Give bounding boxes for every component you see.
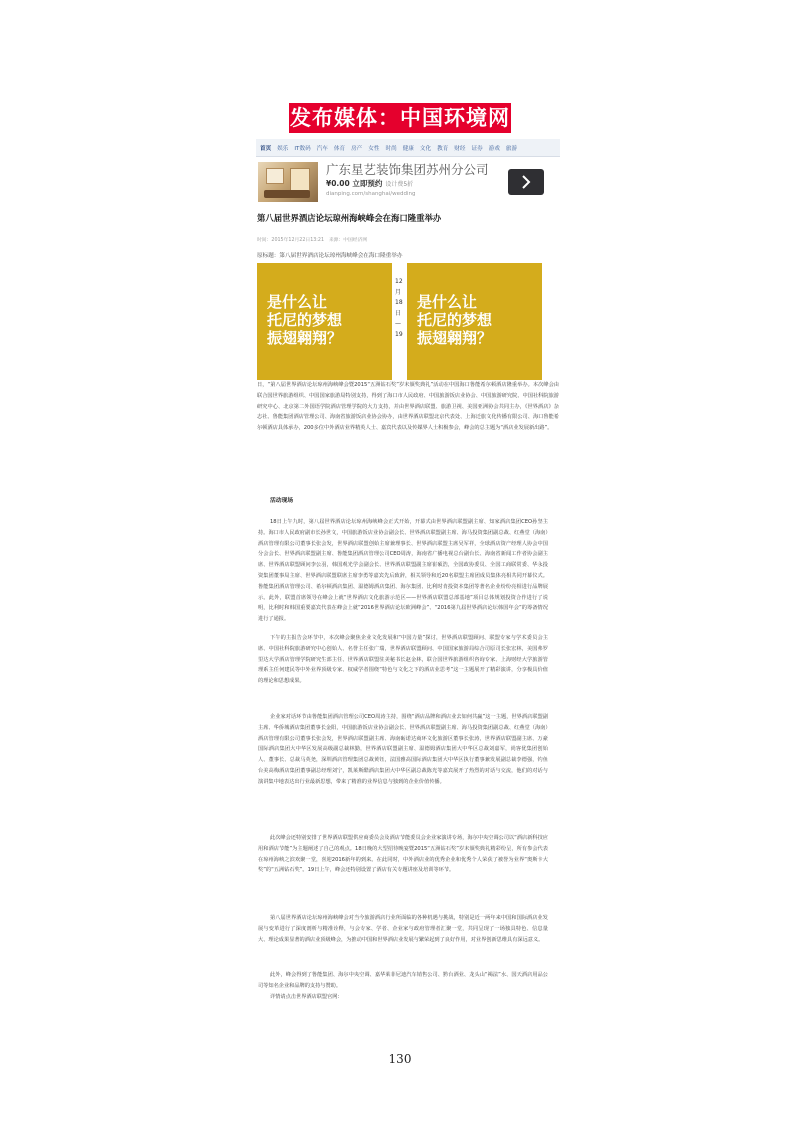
- nav-item-securities[interactable]: 证券: [471, 145, 483, 152]
- promo-image-left[interactable]: [257, 263, 392, 380]
- article-link-line: 详情请点击世界酒店联盟官网：: [270, 994, 343, 1000]
- article-paragraph: 下午的主报告会环节中，本次峰会聚焦企业文化发展和“中国力量”探讨，世界酒店联盟顾问、联盟专家与学术委员会主席、中国社科院旅游研究中心创始人、名誉主任张广瑞，世界酒店联盟顾问、中国国家旅游局综合司原司长张宏林，美国弗罗里达大学酒店管理学院研究生部主任、世界酒店联盟驻美秘书长赵金林，联合国世界旅游组织咨询专家、上海财经大学旅游管理系主任何建民等中外业界顶级专家、权威学者围绕“特色与文化之下的酒店业思考”这一主题展开了精彩演讲，分享极具价值的理论和思想成果。: [258, 635, 548, 685]
- article-headline: 第八届世界酒店论坛琼州海峡峰会在海口隆重举办: [257, 213, 442, 223]
- promo-image-right[interactable]: [407, 263, 542, 380]
- article-paragraph: 日，“第八届世界酒店论坛琼州海峡峰会暨2015“五洲钻石奖”岁末颁奖典礼”活动在中国海口鲁能希尔顿酒店隆重举办。本次峰会由联合国世界旅游组织、中国国家旅游局特别支持，得到了海口市人民政府、中国旅游饭店业协会、中国旅游研究院、中国社科院旅游研究中心、北京第二外国语学院酒店管理学院的大力支持，并由世界酒店联盟、旅游卫视、美国亚洲协会共同主办，《世界酒店》杂志社、鲁能集团酒店管理公司、海南省旅游饭店业协会协办，由世界酒店联盟北京代表处、上海迁旅文化传播有限公司、海口鲁能希尔顿酒店具体承办，200多位中外酒店业界精英人士、嘉宾代表以及传媒界人士积极参会，峰会的总主题为“酒店业发展新出路”。: [257, 382, 559, 432]
- article-paragraph: 18日上午九时，第八届世界酒店论坛琼州海峡峰会正式开始，开幕式由世界酒店联盟副主席、知家酒店集团CEO孙坚主持。海口市人民政府副市长孙世文，中国旅游饭店业协会副会长、世界酒店联盟副主席、海马投资集团副总裁、红燕堂（海南）酒店管理有限公司董事长张会发，世界酒店联盟创始主席兼理事长、世界酒店联盟主席吴军祥，全球酒店资产经理人协会中国分会会长、世界酒店联盟副主席、鲁能集团酒店管理公司CEO周涛，海南省广播电视总台副台长、海南省新闻工作者协会副主席、世界酒店联盟顾问李公羽，韩国观光学会副会长、世界酒店联盟副主席崔硕浩，全国政协委员、全国工商联常委、华永投资集团董事局主席、世界酒店联盟联席主席李勇等嘉宾先后致辞，相关领导和近20名联盟主席团成员集体亮相共同开幕仪式。鲁能集团酒店管理公司、希尔顿酒店集团、温德姆酒店集团、海尔集团、比利时肯投资本集团等著名企业纷纷亮相进行品牌展示。此外，联盟首席领导在峰会上就“世界酒店文化旅游示范区——世界酒店联盟总部基地”项目总体规划投资合作进行了说明，比利时和韩国重要嘉宾代表在峰会上就“2016世界酒店论坛欧洲峰会”、“2016第九届世界酒店论坛韩国年会”的筹备情况进行了通报。: [258, 519, 548, 623]
- article-date-vertical: 12 月 18 日— 19: [395, 278, 403, 338]
- article-paragraph: 企业家对话环节由鲁能集团酒店管理公司CEO周涛主持，围绕“酒店品牌和酒店业去如何共赢”这一主题，世界酒店联盟副主席、华侨城酒店集团董事长金阳，中国旅游饭店业协会副会长、世界酒店联盟副主席、海马投资集团副总裁、红燕堂（海南）酒店管理有限公司董事长张会发，世界酒店联盟副主席、海南砺诺达商环文化旅游区董事长张涛，世界酒店联盟副主席、万豪国际酒店集团大中华区发展高级副总裁林勤，世界酒店联盟副主席、温德姆酒店集团大中华区总裁刘嘉军，尚客优集团创始人、董事长、总裁马英尧，深圳酒店管理集团总裁黄钰，法国雅高国际酒店集团大中华区执行董事兼发展副总裁李德强，钓鱼台美高梅酒店集团董事副总经理刘宁，凯莱斯酷酒店集团大中华区副总裁陈光等嘉宾展开了热烈的对话与交流，他们的对话与演讲集中地表达出行业最新思想，带来了精准的业界信息与独到的企业价值传播。: [258, 714, 548, 785]
- article-meta: 时间：2015年12月22日13:21 来源：中国经济网: [257, 238, 368, 243]
- nav-item-education[interactable]: 教育: [437, 145, 449, 152]
- page-number: 130: [388, 1052, 412, 1066]
- article-original-title: 原标题：第八届世界酒店论坛琼州海峡峰会在海口隆重举办: [257, 253, 403, 259]
- nav-item-sports[interactable]: 体育: [333, 145, 346, 152]
- ad-title[interactable]: 广东星艺装饰集团苏州分公司: [326, 162, 489, 177]
- promo-text: 是什么让 托尼的梦想 振翅翱翔？: [417, 293, 493, 347]
- nav-item-health[interactable]: 健康: [402, 145, 414, 152]
- ad-interior-image[interactable]: [258, 162, 318, 202]
- nav-item-culture[interactable]: 文化: [419, 145, 432, 152]
- article-paragraph: 此次峰会还特别安排了世界酒店联盟供应商委员会及酒店节能委员会企业家演讲专场，海尔中央空调公司以“酒店新科技应用和酒店节能”为主题阐述了自己的观点。18日晚的大型招待晚宴暨2015“五洲钻石奖”岁末颁奖典礼精彩纷呈，所有参会代表在琼州海峡之滨欢聚一堂，喜迎2016新年的到来。在此同时，中外酒店业的优秀企业和优秀个人荣获了被誉为业界“奥斯卡大奖”的“五洲钻石奖”。19日上午，峰会还特别设置了酒店有关专题讲座及培训等环节。: [258, 835, 548, 874]
- ad-url: dianping.com/shanghai/wedding: [326, 191, 416, 197]
- nav-item-fashion[interactable]: 时尚: [385, 145, 397, 152]
- publisher-banner: 发布媒体：中国环境网: [289, 103, 511, 133]
- nav-item-entertainment[interactable]: 娱乐: [277, 145, 289, 152]
- ad-price: [326, 178, 413, 189]
- ad-price-sub: 设计费5折: [385, 181, 414, 188]
- chevron-right-icon[interactable]: [508, 169, 544, 195]
- section-heading: 活动现场: [270, 498, 294, 504]
- nav-item-auto[interactable]: 汽车: [316, 145, 328, 152]
- article-paragraph: 第八届世界酒店论坛琼州海峡峰会对当今旅游酒店行业所面临的各种机遇与挑战，特别是近一两年来中国和国际酒店业发展与变革进行了深度剖析与精准诠释，与会专家、学者、企业家与政府管理者汇聚一堂，共同呈现了一场独具特色、信息量大、理论成果显著的酒店业顶级峰会，为推动中国和世界酒店业发展与繁荣起到了良好作用，对业界创新思维具有深远意义。: [258, 915, 548, 943]
- nav-item-women[interactable]: 女性: [368, 145, 380, 152]
- ad-price-value: ¥0.00 立即预约: [326, 179, 383, 188]
- site-nav-bar: [256, 139, 560, 157]
- nav-item-travel[interactable]: 旅游: [505, 145, 518, 152]
- nav-item-finance[interactable]: 财经: [454, 145, 466, 152]
- nav-item-games[interactable]: 游戏: [488, 145, 500, 152]
- nav-item-it-digital[interactable]: IT数码: [294, 145, 311, 152]
- article-paragraph: 此外，峰会得到了鲁能集团、海尔中央空调、嘉华莱菲尼迪汽车销售公司、黔台酒业、龙头山“褐法”水、国天酒店用品公司等知名企业和品牌的支持与赞助。: [258, 972, 548, 989]
- nav-item-home[interactable]: 首页: [260, 145, 272, 152]
- promo-text: 是什么让 托尼的梦想 振翅翱翔？: [267, 293, 343, 347]
- nav-item-realestate[interactable]: 房产: [351, 145, 363, 152]
- ad-banner[interactable]: [256, 160, 560, 204]
